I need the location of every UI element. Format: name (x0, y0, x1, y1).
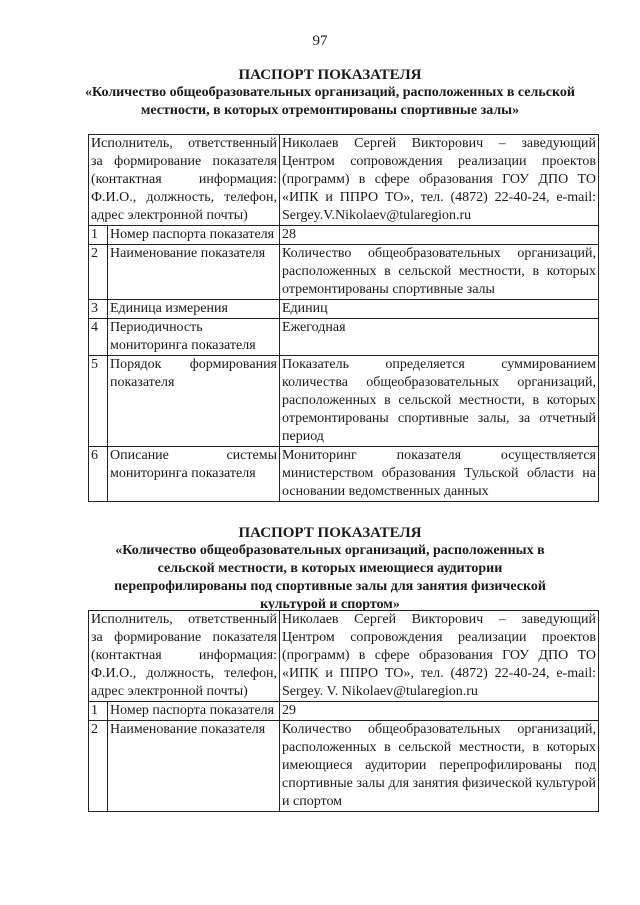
row-number: 3 (89, 300, 108, 319)
table-row (89, 356, 599, 447)
row-number: 1 (89, 226, 108, 245)
executor-value: Николаев Сергей Викторович – заведующий Центром сопровождения реализации проектов (программ) в сфере образования ГОУ ДПО ТО «ИПК и ППРО ТО», тел. (4872) 22-40-24, e-mail: Sergey.V.Nikolaev@tularegion.ru (280, 135, 599, 226)
passport-2-title: ПАСПОРТ ПОКАЗАТЕЛЯ (238, 525, 422, 541)
passport-2-header (60, 524, 600, 614)
table-row (89, 611, 599, 702)
row-number: 5 (89, 356, 108, 447)
row-value: Количество общеобразовательных организаций, расположенных в сельской местности, в которых отремонтированы спортивные залы (280, 245, 599, 300)
passport-2-table (88, 610, 599, 812)
row-number: 4 (89, 319, 108, 356)
row-label: Порядок формирования показателя (108, 356, 280, 447)
table-row (89, 245, 599, 300)
table-row (89, 721, 599, 812)
row-label: Наименование показателя (108, 721, 280, 812)
passport-1-header (60, 66, 600, 120)
row-label: Наименование показателя (108, 245, 280, 300)
row-value: Количество общеобразовательных организаций, расположенных в сельской местности, в которых имеющиеся аудитории перепрофилированы под спортивные залы для занятия физической культурой и спортом (280, 721, 599, 812)
row-value: 28 (280, 226, 599, 245)
table-row (89, 226, 599, 245)
row-label: Номер паспорта показателя (108, 702, 280, 721)
table-row (89, 300, 599, 319)
executor-value: Николаев Сергей Викторович – заведующий Центром сопровождения реализации проектов (программ) в сфере образования ГОУ ДПО ТО «ИПК и ППРО ТО», тел. (4872) 22-40-24, e-mail: Sergey. V. Nikolaev@tularegion.ru (280, 611, 599, 702)
row-value: Единиц (280, 300, 599, 319)
table-row (89, 702, 599, 721)
row-number: 2 (89, 721, 108, 812)
passport-1-title: ПАСПОРТ ПОКАЗАТЕЛЯ (238, 67, 422, 83)
passport-1-table (88, 134, 599, 502)
page-number: 97 (312, 33, 328, 49)
row-number: 1 (89, 702, 108, 721)
executor-label: Исполнитель, ответственный за формирование показателя (контактная информация: Ф.И.О., должность, телефон, адрес электронной почты) (89, 135, 280, 226)
row-value: Ежегодная (280, 319, 599, 356)
row-number: 2 (89, 245, 108, 300)
row-label: Номер паспорта показателя (108, 226, 280, 245)
table-row (89, 135, 599, 226)
row-number: 6 (89, 447, 108, 502)
row-value: Мониторинг показателя осуществляется министерством образования Тульской области на основании ведомственных данных (280, 447, 599, 502)
row-value: 29 (280, 702, 599, 721)
passport-1-subtitle: «Количество общеобразовательных организаций, расположенных в сельской местности, в которых отремонтированы спортивные залы» (85, 85, 575, 118)
row-label: Единица измерения (108, 300, 280, 319)
passport-2-subtitle: «Количество общеобразовательных организаций, расположенных в сельской местности, в которых имеющиеся аудитории перепрофилированы под спортивные залы для занятия физической культурой и спортом» (114, 543, 546, 612)
row-value: Показатель определяется суммированием количества общеобразовательных организаций, расположенных в сельской местности, в которых отремонтированы спортивные залы, за отчетный период (280, 356, 599, 447)
executor-label: Исполнитель, ответственный за формирование показателя (контактная информация: Ф.И.О., должность, телефон, адрес электронной почты) (89, 611, 280, 702)
table-row (89, 319, 599, 356)
table-row (89, 447, 599, 502)
row-label: Периодичность мониторинга показателя (108, 319, 280, 356)
row-label: Описание системы мониторинга показателя (108, 447, 280, 502)
